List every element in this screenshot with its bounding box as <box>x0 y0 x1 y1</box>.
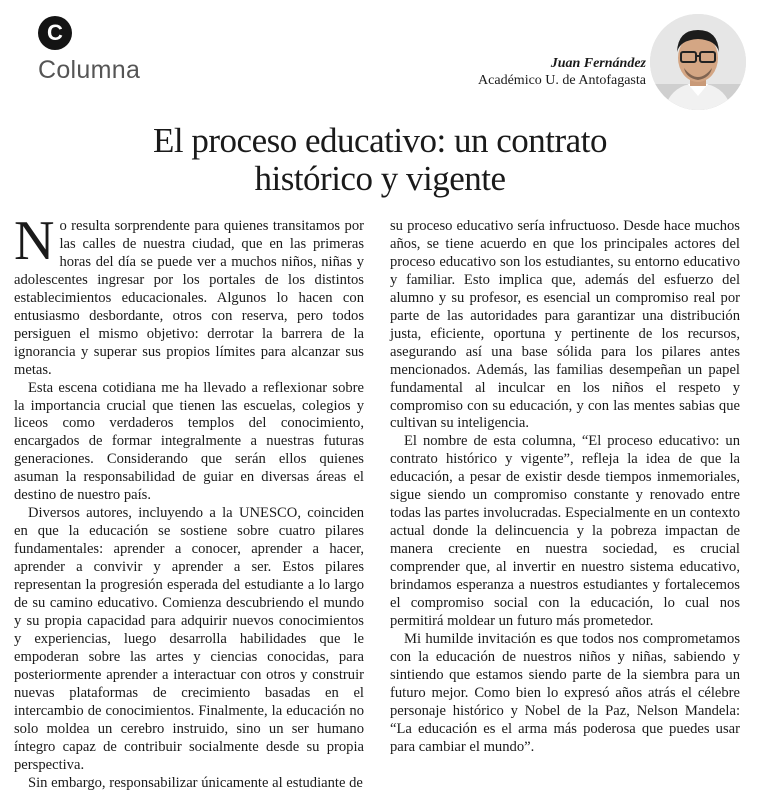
headline <box>60 122 700 198</box>
article-paragraph-4-continued: su proceso educativo sería infructuoso. Desde hace muchos años, se tiene acuerdo en que los principales actores del proceso educativo son los estudiantes, su entorno educativo y familiar. Esto implica que, además del esfuerzo del alumno y su profesor, es esencial un compromiso real por parte de las autoridades para garantizar una distribución justa, eficiente, oportuna y pertinente de los recursos, asegurando así una base sólida para los pilares antes mencionados. Además, las familias desempeñan un papel fundamental al inculcar en los niños el respeto y compromiso con su educación, y con las mentes sabias que cultivan su inteligencia. <box>390 218 740 432</box>
author-role: Académico U. de Antofagasta <box>478 73 646 88</box>
article-column-right <box>390 218 740 757</box>
column-badge-letter: C <box>47 20 63 45</box>
column-badge <box>38 16 72 50</box>
article-paragraph-3: Diversos autores, incluyendo a la UNESCO, coinciden en que la educación se sostiene sobre cuatro pilares fundamentales: aprender a conocer, aprender a hacer, aprender a convivir y aprender a ser. Estos pilares representan la progresión esperada del estudiante a lo largo de su camino educativo. Comienza descubriendo el mundo y su propia capacidad para adquirir nuevos conocimientos y experiencias, luego desarrolla habilidades que le empoderan sobre las artes y ciencias conocidas, para posteriormente aprender a interactuar con otros y construir nuevas plataformas de crecimiento basadas en el intercambio de conocimientos. Finalmente, la educación no solo moldea un cerebro instruido, sino un ser humano íntegro capaz de contribuir socialmente desde su propia perspectiva. <box>14 505 364 773</box>
drop-cap: N <box>14 210 55 272</box>
article-paragraph-6: Mi humilde invitación es que todos nos comprometamos con la educación de nuestros niños y niñas, sabiendo y sintiendo que estamos siendo parte de la siembra para un futuro mejor. Como bien lo expresó años atrás el célebre personaje histórico y Nobel de la Paz, Nelson Mandela: “La educación es el arma más poderosa que puedes usar para cambiar el mundo”. <box>390 630 740 755</box>
article-paragraph-5: El nombre de esta columna, “El proceso educativo: un contrato histórico y vigente”, refleja la idea de que la educación, a pesar de existir desde tiempos inmemoriales, sigue siendo un compromiso constante y renovado entre todas las partes involucradas. Especialmente en un contexto actual donde la delincuencia y la pobreza impactan de manera creciente en nuestra sociedad, es crucial comprender que, al invertir en nuestro sistema educativo, brindamos esperanza a nuestros estudiantes y fortalecemos el compromiso social con la educación, lo cual nos permitirá moldear un futuro más prometedor. <box>390 433 740 629</box>
paragraph-1-text: o resulta sorprendente para quienes transitamos por las calles de nuestra ciudad, que en las primeras horas del día se puede ver a muchos niños, niñas y adolescentes ingresar por los portales de los distintos establecimientos educacionales. Algunos lo hacen con entusiasmo desbordante, otros con reserva, pero todos persiguen el mismo objetivo: derrotar la barrera de la ignorancia y superar sus propios límites para alcanzar sus metas. <box>14 218 364 378</box>
author-photo <box>650 14 746 110</box>
section-label: Columna <box>38 56 141 84</box>
article-paragraph-2: Esta escena cotidiana me ha llevado a reflexionar sobre la importancia crucial que tienen las escuelas, colegios y liceos como verdaderos templos del conocimiento, encargados de formar integralmente a nuestras futuras generaciones. Considerando que serán ellos quienes asuman la responsabilidad de guiar en diversas áreas el destino de nuestro país. <box>14 379 364 504</box>
author-name: Juan Fernández <box>550 56 646 71</box>
article-column-left <box>14 210 364 793</box>
headline-line-2: histórico y vigente <box>254 159 506 198</box>
article-paragraph-4: Sin embargo, responsabilizar únicamente al estudiante de <box>28 774 363 791</box>
author-portrait-image <box>650 14 746 110</box>
article-paragraph-1 <box>14 210 364 380</box>
headline-line-1: El proceso educativo: un contrato <box>153 121 607 160</box>
